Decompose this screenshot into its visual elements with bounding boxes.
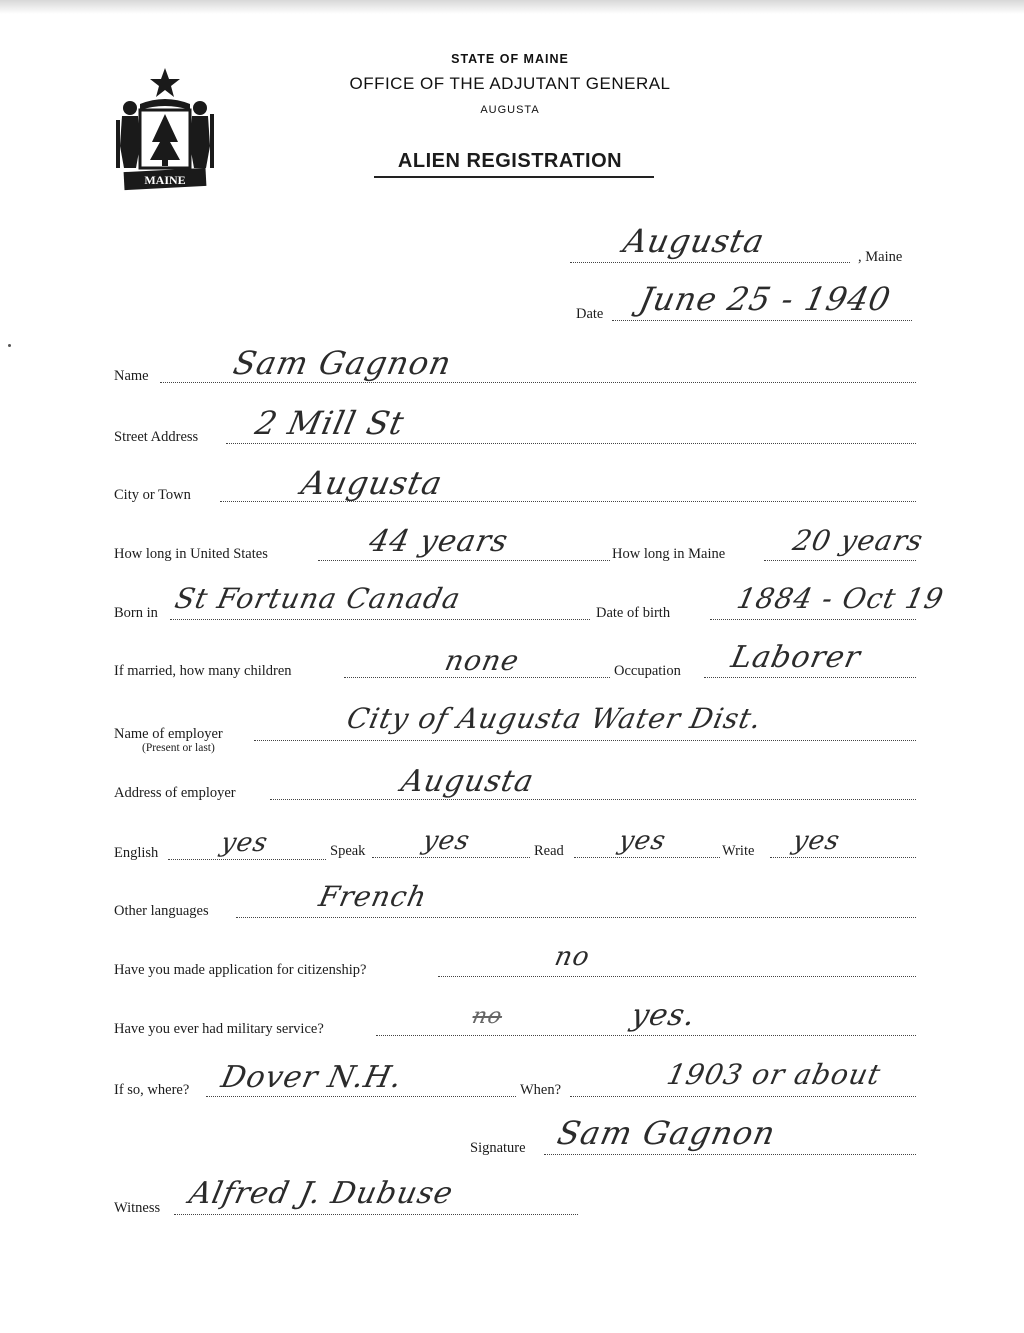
place-field[interactable]: [570, 262, 850, 263]
other-languages-label: Other languages: [114, 903, 209, 919]
where-label: If so, where?: [114, 1082, 190, 1098]
svg-text:MAINE: MAINE: [144, 173, 186, 187]
occupation-field[interactable]: [704, 677, 916, 678]
read-value: yes: [616, 826, 669, 856]
witness-value: Alfred J. Dubuse: [186, 1176, 457, 1211]
name-label: Name: [114, 368, 149, 384]
other-languages-field[interactable]: [236, 917, 916, 918]
city-or-town-label: City or Town: [114, 487, 191, 503]
speak-value: yes: [420, 826, 473, 856]
when-value: 1903 or about: [664, 1058, 885, 1091]
how-long-maine-field[interactable]: [764, 560, 916, 561]
military-value: yes.: [628, 998, 700, 1033]
name-value: Sam Gagnon: [230, 344, 456, 382]
write-value: yes: [790, 826, 843, 856]
title-underline: [374, 176, 654, 178]
date-field[interactable]: [612, 320, 912, 321]
office-heading: OFFICE OF THE ADJUTANT GENERAL: [349, 74, 671, 93]
citizenship-value: no: [552, 942, 593, 972]
when-field[interactable]: [570, 1096, 916, 1097]
children-field[interactable]: [344, 677, 610, 678]
date-of-birth-label: Date of birth: [596, 605, 671, 621]
city-or-town-value: Augusta: [298, 464, 447, 502]
city-heading: AUGUSTA: [480, 104, 540, 116]
write-field[interactable]: [770, 857, 916, 858]
english-value: yes: [218, 828, 271, 858]
street-address-value: 2 Mill St: [252, 404, 409, 442]
occupation-value: Laborer: [728, 640, 864, 675]
when-label: When?: [520, 1082, 562, 1098]
children-value: none: [442, 644, 523, 677]
maine-label: , Maine: [858, 249, 903, 265]
english-label: English: [114, 845, 159, 861]
how-long-us-field[interactable]: [318, 560, 610, 561]
read-label: Read: [534, 843, 564, 859]
street-address-field[interactable]: [226, 443, 916, 444]
name-field[interactable]: [160, 382, 916, 383]
english-field[interactable]: [168, 859, 326, 860]
born-in-field[interactable]: [170, 619, 590, 620]
date-of-birth-field[interactable]: [710, 619, 916, 620]
state-heading: STATE OF MAINE: [451, 52, 569, 66]
where-value: Dover N.H.: [218, 1060, 406, 1095]
signature-label: Signature: [470, 1140, 526, 1156]
employer-label: Name of employer: [114, 726, 223, 742]
signature-field[interactable]: [544, 1154, 916, 1155]
speak-label: Speak: [330, 843, 366, 859]
street-address-label: Street Address: [114, 429, 199, 445]
date-label: Date: [576, 306, 604, 322]
military-crossed-value: no: [470, 1004, 505, 1029]
occupation-label: Occupation: [614, 663, 681, 679]
citizenship-field[interactable]: [438, 976, 916, 977]
military-field[interactable]: [376, 1035, 916, 1036]
speak-field[interactable]: [372, 857, 530, 858]
witness-field[interactable]: [174, 1214, 578, 1215]
how-long-us-label: How long in United States: [114, 546, 268, 562]
employer-address-value: Augusta: [398, 764, 538, 799]
witness-label: Witness: [114, 1200, 161, 1216]
how-long-us-value: 44 years: [366, 524, 512, 559]
date-of-birth-value: 1884 - Oct 19: [734, 582, 947, 615]
children-label: If married, how many children: [114, 663, 292, 679]
employer-address-field[interactable]: [270, 799, 916, 800]
born-in-value: St Fortuna Canada: [172, 582, 464, 615]
write-label: Write: [722, 843, 755, 859]
scan-speck: [8, 344, 11, 347]
place-value: Augusta: [620, 222, 769, 260]
date-value: June 25 - 1940: [636, 280, 895, 318]
scan-edge: [0, 0, 1024, 14]
how-long-maine-value: 20 years: [790, 524, 927, 557]
employer-sublabel: (Present or last): [142, 742, 215, 754]
other-languages-value: French: [316, 880, 431, 913]
employer-value: City of Augusta Water Dist.: [344, 702, 765, 735]
maine-state-seal-icon: [110, 64, 220, 194]
how-long-maine-label: How long in Maine: [612, 546, 726, 562]
military-label: Have you ever had military service?: [114, 1021, 324, 1037]
citizenship-label: Have you made application for citizenship?: [114, 962, 367, 978]
born-in-label: Born in: [114, 605, 158, 621]
signature-value: Sam Gagnon: [554, 1114, 780, 1152]
where-field[interactable]: [206, 1096, 516, 1097]
form-title: ALIEN REGISTRATION: [397, 150, 623, 172]
employer-field[interactable]: [254, 740, 916, 741]
read-field[interactable]: [574, 857, 720, 858]
employer-address-label: Address of employer: [114, 785, 236, 801]
